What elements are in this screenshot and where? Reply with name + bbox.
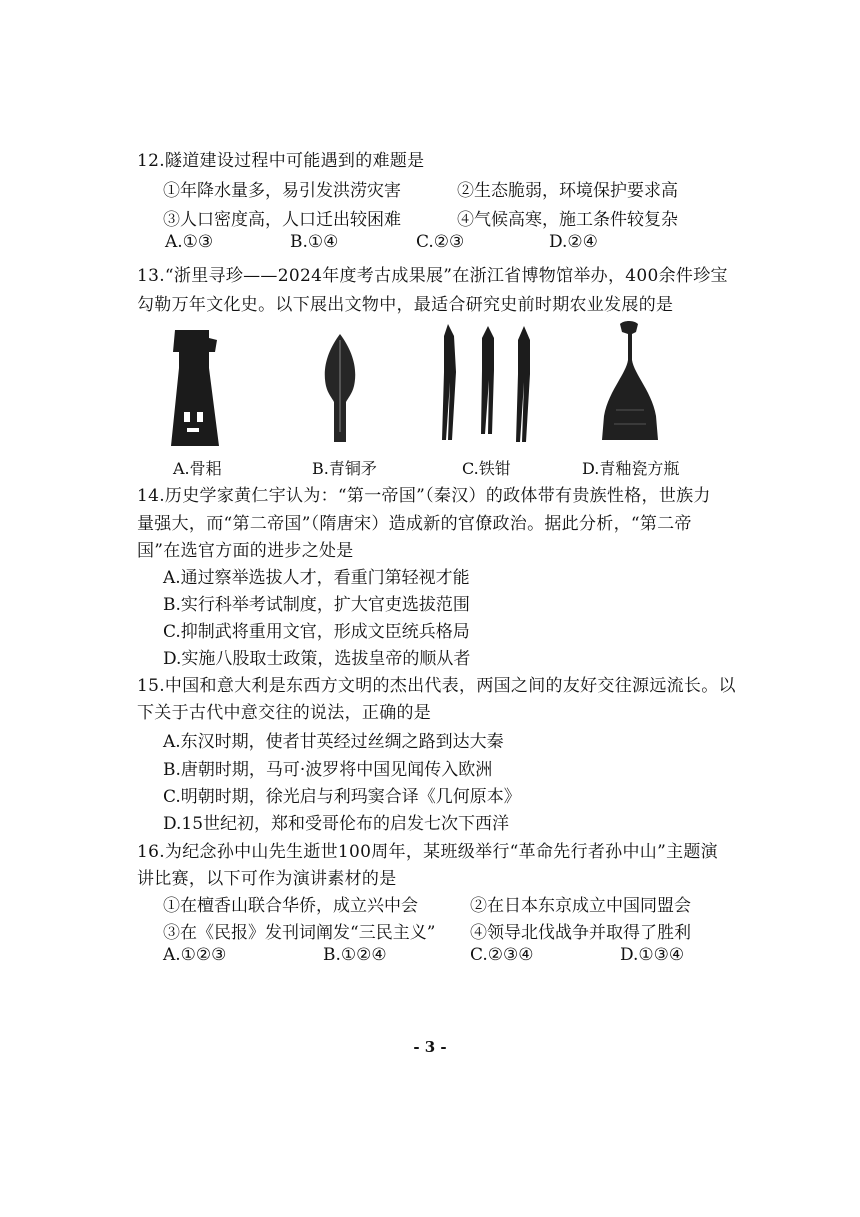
q13-caption-a: A.骨耜 [173,459,222,478]
q12-item-4: ④气候高寒，施工条件较复杂 [457,210,678,230]
q15-choice-a: A.东汉时期，使者甘英经过丝绸之路到达大秦 [163,732,504,752]
q16-choice-d: D.①③④ [620,945,685,965]
bronze-spear-image [318,332,362,446]
q16-item-3: ③在《民报》发刊词阐发“三民主义” [163,923,436,943]
q15-choice-d: D.15世纪初，郑和受哥伦布的启发七次下西洋 [163,814,510,834]
q16-choice-b: B.①②④ [323,945,387,965]
q13-caption-d: D.青釉瓷方瓶 [582,459,680,478]
q14-choice-d: D.实施八股取士政策，选拔皇帝的顺从者 [163,649,471,669]
q15-choice-b: B.唐朝时期，马可·波罗将中国见闻传入欧洲 [163,760,493,780]
q14-choice-a: A.通过察举选拔人才，看重门第轻视才能 [163,568,470,588]
q16-stem-line-2: 讲比赛，以下可作为演讲素材的是 [137,869,397,889]
q16-choice-c: C.②③④ [470,945,534,965]
q16-item-4: ④领导北伐战争并取得了胜利 [470,923,691,943]
iron-tongs-image [434,322,538,446]
q12-choice-c: C.②③ [416,232,465,252]
q12-item-1: ①年降水量多，易引发洪涝灾害 [163,181,401,201]
q16-choice-a: A.①②③ [163,945,227,965]
q12-stem: 12.隧道建设过程中可能遇到的难题是 [137,151,425,171]
q14-choice-b: B.实行科举考试制度，扩大官吏选拔范围 [163,595,470,615]
q12-item-2: ②生态脆弱，环境保护要求高 [457,181,678,201]
celadon-vase-image [598,320,662,446]
q15-stem-line-2: 下关于古代中意交往的说法，正确的是 [137,703,432,723]
q12-item-3: ③人口密度高，人口迁出较困难 [163,210,401,230]
q13-stem-line-2: 勾勒万年文化史。以下展出文物中，最适合研究史前时期农业发展的是 [137,295,674,315]
q12-choice-d: D.②④ [549,232,598,252]
q14-stem-line-3: 国”在选官方面的进步之处是 [137,541,354,561]
page-number: - 3 - [413,1038,447,1056]
q15-stem-line-1: 15.中国和意大利是东西方文明的杰出代表，两国之间的友好交往源远流长。以 [137,676,736,696]
q13-caption-c: C.铁钳 [462,459,511,478]
q14-stem-line-1: 14.历史学家黄仁宇认为：“第一帝国”（秦汉）的政体带有贵族性格，世族力 [137,486,711,506]
q16-stem-line-1: 16.为纪念孙中山先生逝世100周年，某班级举行“革命先行者孙中山”主题演 [137,842,718,862]
q13-caption-b: B.青铜矛 [312,459,377,478]
bone-spade-image [165,328,227,450]
q16-item-1: ①在檀香山联合华侨，成立兴中会 [163,896,418,916]
q12-choice-b: B.①④ [290,232,339,252]
q14-choice-c: C.抑制武将重用文官，形成文臣统兵格局 [163,622,470,642]
q14-stem-line-2: 量强大，而“第二帝国”（隋唐宋）造成新的官僚政治。据此分析，“第二帝 [137,514,692,534]
q13-stem-line-1: 13.“浙里寻珍——2024年度考古成果展”在浙江省博物馆举办，400余件珍宝 [137,266,728,286]
q15-choice-c: C.明朝时期，徐光启与利玛窦合译《几何原本》 [163,787,521,807]
q16-item-2: ②在日本东京成立中国同盟会 [470,896,691,916]
q12-choice-a: A.①③ [165,232,214,252]
